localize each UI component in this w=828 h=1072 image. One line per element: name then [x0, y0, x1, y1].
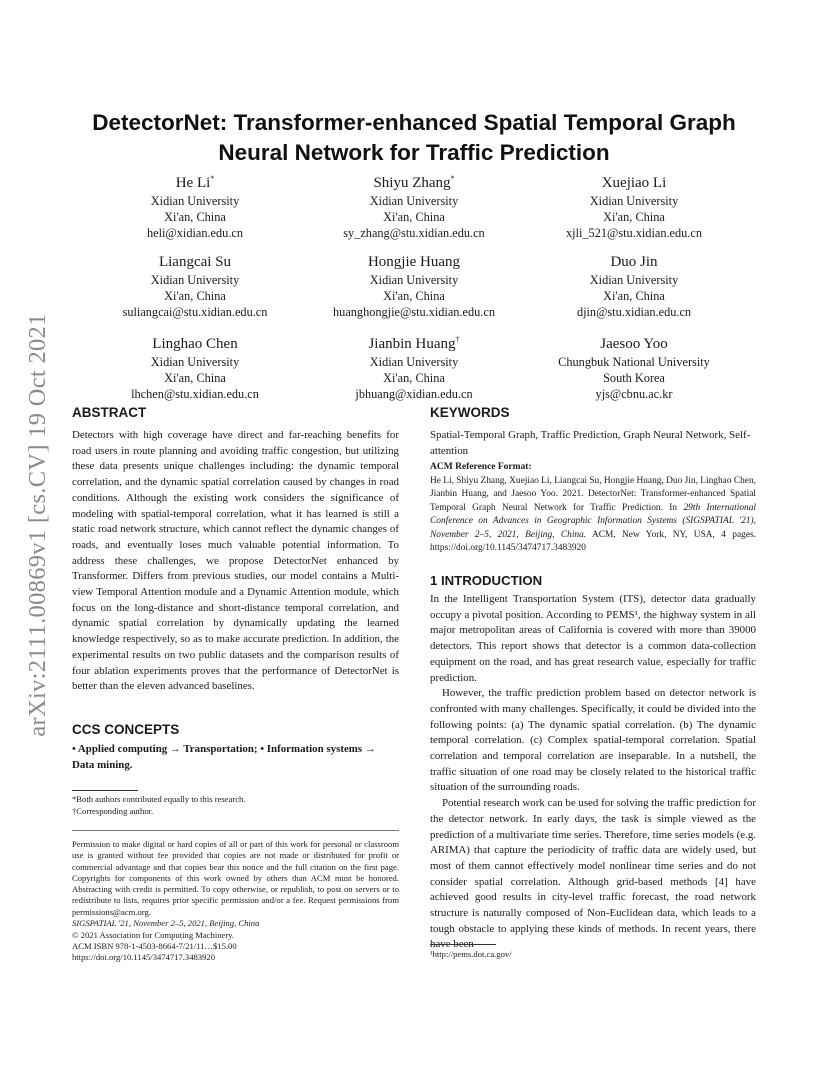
author-affiliation: Xidian University [589, 194, 679, 208]
author-card [294, 169, 534, 242]
intro-paragraph-1: In the Intelligent Transportation System (ITS), detector data gradually occupy a pivotal position. According to PEMS¹, the highway system in all major metropolitan areas of California is covered with more than 39000 detectors. This report shows that detector is a common data-collection equipment on the road, and has great research value, especially for traffic prediction. [430, 593, 756, 684]
author-affiliation: Chungbuk National University [558, 355, 710, 369]
author-email[interactable]: huanghongjie@stu.xidian.edu.cn [333, 305, 495, 320]
acm-ref-text: He Li, Shiyu Zhang, Xuejiao Li, Liangcai Su, Hongjie Huang, Duo Jin, Linghao Chen, Jianbin Huang, and Jaesoo Yoo. 2021. DetectorNet: Transformer-enhanced Spatial Temporal Graph Neural Network for Traffic Prediction. In 29th International Conference on Advances in Geographic Information Systems (SIGSPATIAL '21), November 2–5, 2021, Beijing, China. ACM, New York, NY, USA, 4 pages. https://doi.org/10.1145/3474717.3483920 [430, 476, 756, 554]
author-name-text: Liangcai Su [158, 254, 232, 270]
author-card [75, 248, 315, 321]
author-name [75, 248, 315, 272]
intro-paragraph-3: Potential research work can be used for solving the traffic prediction for the detector network. In early days, the task is simple viewed as the prediction of a multivariate time series. Therefore, time series models (e.g. ARIMA) that capture the periodicity of traffic data are widely used, but most of them cannot effectively model nonlinear time series and do not consider spatial correlation. Although grid-based methods [4] have achieved good results in city-level traffic forecast, the road network structure is naturally composed of Non-Euclidean data, which leads to a tough obstacle to applying these kinds of methods. In recent years, there have been [430, 797, 757, 951]
author-name [75, 169, 315, 193]
author-name-text: Jianbin Huang [368, 336, 456, 352]
author-affiliation: Xidian University [150, 194, 240, 208]
isbn-line: ACM ISBN 978-1-4503-8664-7/21/11…$15.00 [72, 941, 237, 951]
author-name-text: Duo Jin [610, 254, 658, 270]
author-name-text: Xuejiao Li [601, 175, 667, 191]
ccs-text: • Applied computing → Transportation; • Information systems → Data mining. [72, 743, 376, 771]
title-line-1: DetectorNet: Transformer-enhanced Spatial Temporal Graph [92, 110, 736, 135]
author-affiliation: Xidian University [150, 355, 240, 369]
author-name [294, 330, 534, 354]
permission-notice: Permission to make digital or hard copies of all or part of this work for personal or classroom use is granted without fee provided that copies are not made or distributed for profit or commercial advantage and that copies bear this notice and the full citation on the first page. Copyrights for components of this work owned by others than ACM must be honored. Abstracting with credit is permitted. To copy otherwise, or republish, to post on servers or to redistribute to lists, requires prior specific permission and/or a fee. Request permissions from permissions@acm.org. [72, 839, 399, 917]
copyright-line: © 2021 Association for Computing Machinery. [72, 930, 235, 940]
doi-line: https://doi.org/10.1145/3474717.3483920 [72, 952, 215, 962]
intro-body [430, 592, 756, 953]
author-name-text: Hongjie Huang [367, 254, 461, 270]
author-location: South Korea [603, 371, 665, 386]
author-name [514, 169, 754, 193]
intro-footnote-rule [430, 944, 496, 945]
author-location: Xi'an, China [383, 210, 445, 225]
author-name [514, 248, 754, 272]
abstract-heading: ABSTRACT [72, 405, 147, 420]
author-card [75, 169, 315, 242]
author-name-text: Jaesoo Yoo [600, 336, 668, 352]
author-card [514, 169, 754, 242]
arxiv-stamp: arXiv:2111.00869v1 [cs.CV] 19 Oct 2021 [24, 313, 51, 737]
author-name-text: Linghao Chen [152, 336, 238, 352]
author-card [514, 330, 754, 403]
author-name-text: Shiyu Zhang [373, 175, 451, 191]
author-card [294, 248, 534, 321]
footnote-rule [72, 790, 138, 791]
title-line-2: Neural Network for Traffic Prediction [218, 140, 610, 165]
author-location: Xi'an, China [164, 210, 226, 225]
author-location: Xi'an, China [383, 371, 445, 386]
author-affiliation: Xidian University [369, 273, 459, 287]
keywords-heading: KEYWORDS [430, 405, 510, 420]
permission-rule [72, 830, 399, 831]
author-mark: * [450, 174, 455, 183]
author-email[interactable]: xjli_521@stu.xidian.edu.cn [566, 226, 702, 241]
paper-title [60, 108, 768, 168]
footnote-equal: *Both authors contributed equally to this research. [72, 794, 246, 804]
author-affiliation: Xidian University [150, 273, 240, 287]
author-location: Xi'an, China [164, 371, 226, 386]
author-email[interactable]: jbhuang@xidian.edu.cn [355, 387, 473, 402]
intro-paragraph-2: However, the traffic prediction problem based on detector network is confronted with many challenges. Specifically, it could be divided into the following points: (a) The dynamic spatial correlation. (b) The dynamic temporal correlation. (c) Complex spatial-temporal correlation. Spatial correlation and temporal correlation are inseparable. In a nutshell, the traffic situation of one road may be closely related to the historical traffic situation of the surrounding roads. [430, 687, 756, 794]
author-location: Xi'an, China [603, 210, 665, 225]
author-name [294, 248, 534, 272]
author-card [294, 330, 534, 403]
author-card [75, 330, 315, 403]
intro-heading: 1 INTRODUCTION [430, 573, 543, 588]
footnote-corresponding: †Corresponding author. [72, 806, 154, 816]
author-name-text: He Li [175, 175, 211, 191]
author-location: Xi'an, China [383, 289, 445, 304]
author-name [294, 169, 534, 193]
ccs-heading: CCS CONCEPTS [72, 722, 180, 737]
author-email[interactable]: djin@stu.xidian.edu.cn [576, 305, 692, 320]
author-affiliation: Xidian University [589, 273, 679, 287]
author-name [514, 330, 754, 354]
venue-line: SIGSPATIAL '21, November 2–5, 2021, Beijing, China [72, 918, 260, 928]
author-affiliation: Xidian University [369, 355, 459, 369]
author-email[interactable]: suliangcai@stu.xidian.edu.cn [122, 305, 268, 320]
keywords-text: Spatial-Temporal Graph, Traffic Prediction, Graph Neural Network, Self-attention [430, 429, 751, 457]
acm-ref-heading: ACM Reference Format: [430, 462, 532, 472]
author-name [75, 330, 315, 354]
author-email[interactable]: yjs@cbnu.ac.kr [595, 387, 673, 402]
abstract-text: Detectors with high coverage have direct and far-reaching benefits for road users in route planning and avoiding traffic congestion, but utilizing these data presents unique challenges including: the dynamic temporal correlation, and the dynamic spatial correlation caused by changes in road conditions. Although the existing work considers the significance of modeling with spatial-temporal correlation, what it has learned is still a static road network structure, which cannot reflect the dynamic changes of roads, and eventually loses much valuable potential information. To address these challenges, we propose DetectorNet enhanced by Transformer. Differs from previous studies, our model contains a Multi-view Temporal Attention module and a Dynamic Attention module, which focus on the long-distance and short-distance temporal correlation, and dynamic spatial correlation by dynamically updating the learned knowledge respectively, so as to make accurate prediction. In addition, the experimental results on two public datasets and the comparison results of four ablation experiments proves that the performance of DetectorNet is better than the eleven advanced baselines. [72, 429, 399, 693]
author-card [514, 248, 754, 321]
author-mark: * [210, 174, 215, 183]
author-mark: † [455, 335, 460, 344]
author-email[interactable]: lhchen@stu.xidian.edu.cn [131, 387, 259, 402]
author-location: Xi'an, China [603, 289, 665, 304]
pems-footnote: ¹http://pems.dot.ca.gov/ [430, 949, 512, 959]
author-email[interactable]: heli@xidian.edu.cn [146, 226, 243, 241]
author-email[interactable]: sy_zhang@stu.xidian.edu.cn [343, 226, 485, 241]
author-affiliation: Xidian University [369, 194, 459, 208]
author-location: Xi'an, China [164, 289, 226, 304]
